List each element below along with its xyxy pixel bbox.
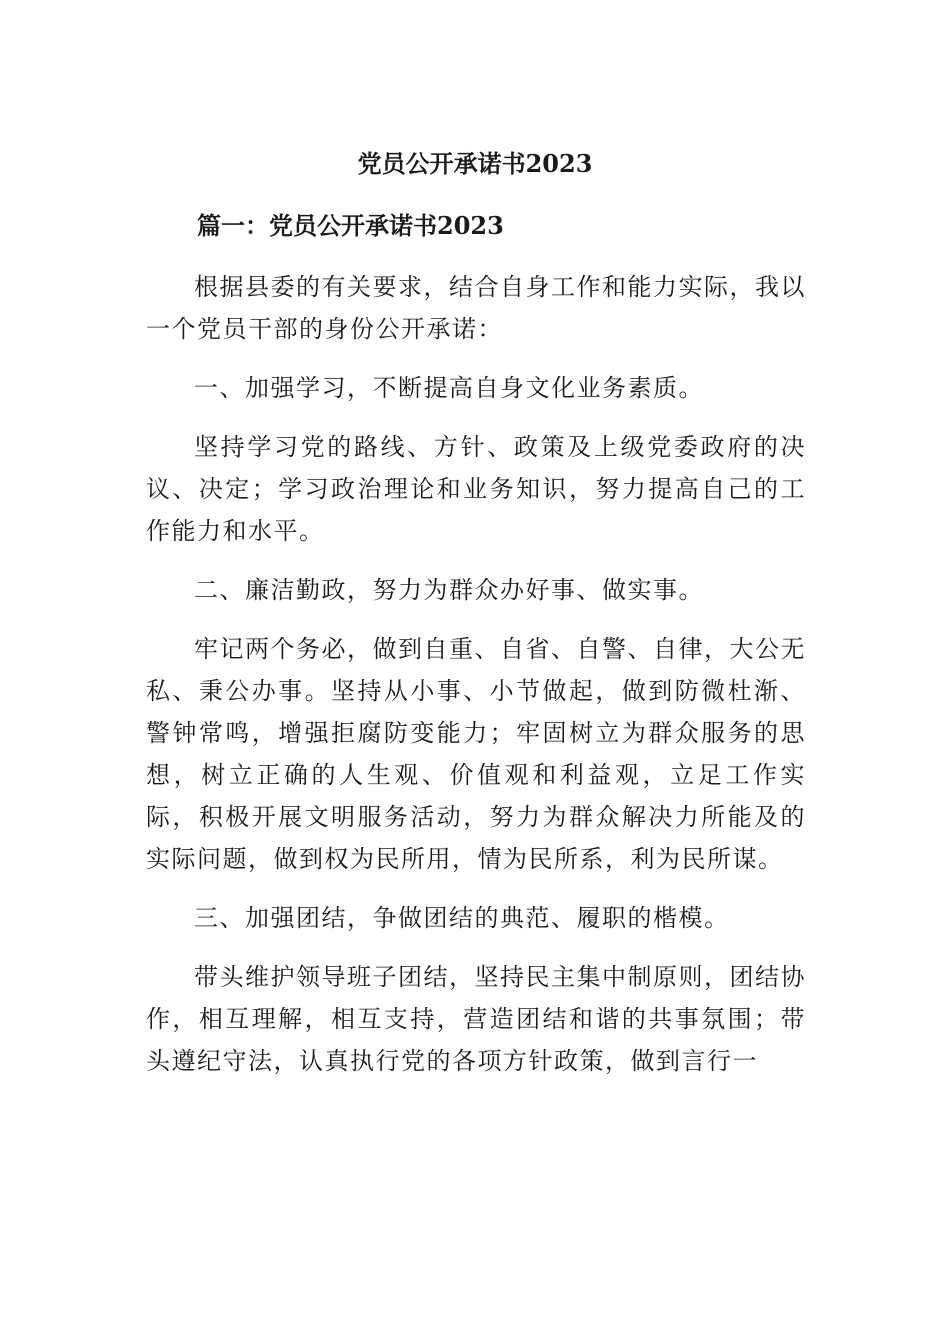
- document-body: [146, 266, 806, 1099]
- paragraph-section-2: 牢记两个务必，做到自重、自省、自警、自律，大公无私、秉公办事。坚持从小事、小节做起，做到防微杜渐、警钟常鸣，增强拒腐防变能力；牢固树立为群众服务的思想，树立正确的人生观、价值观和利益观，立足工作实际，积极开展文明服务活动，努力为群众解决力所能及的实际问题，做到权为民所用，情为民所系，利为民所谋。: [146, 635, 806, 873]
- section-heading-1: 一、加强学习，不断提高自身文化业务素质。: [194, 374, 704, 402]
- paragraph-intro: 根据县委的有关要求，结合自身工作和能力实际，我以一个党员干部的身份公开承诺：: [146, 273, 806, 343]
- paragraph-section-1: 坚持学习党的路线、方针、政策及上级党委政府的决议、决定；学习政治理论和业务知识，努力提高自己的工作能力和水平。: [146, 433, 806, 545]
- section-heading-2: 二、廉洁勤政，努力为群众办好事、做实事。: [194, 576, 704, 604]
- section-heading-3: 三、加强团结，争做团结的典范、履职的楷模。: [194, 904, 730, 932]
- document-subtitle: 篇一：党员公开承诺书2023: [197, 211, 504, 240]
- paragraph-section-3: 带头维护领导班子团结，坚持民主集中制原则，团结协作，相互理解，相互支持，营造团结和谐的共事氛围；带头遵纪守法，认真执行党的各项方针政策，做到言行一: [146, 963, 806, 1075]
- document-title: 党员公开承诺书2023: [357, 149, 593, 178]
